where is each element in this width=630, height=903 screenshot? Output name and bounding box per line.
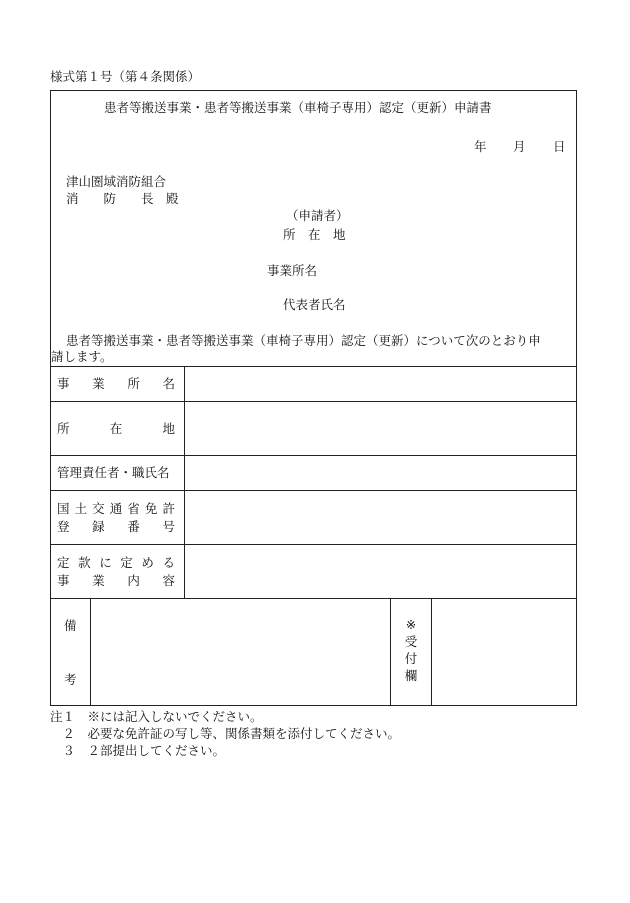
statement-line-2: 請します。 <box>51 349 113 364</box>
remarks-label-1: 備 <box>64 618 77 633</box>
statement-line-1: 患者等搬送事業・患者等搬送事業（車椅子専用）認定（更新）について次のとおり申 <box>66 333 541 348</box>
location-field[interactable] <box>185 402 576 454</box>
date-year-label: 年 <box>474 139 487 154</box>
addressee-organization: 津山圏域消防組合 <box>66 174 167 189</box>
office-name-field[interactable] <box>185 367 576 400</box>
row-label-office-name: 事 業 所 名 <box>57 376 175 391</box>
addressee-title: 消 防 長 殿 <box>66 191 179 206</box>
remarks-field[interactable] <box>91 599 389 705</box>
row-label-articles-line-2: 事 業 内 容 <box>57 573 175 588</box>
license-number-field[interactable] <box>185 491 576 543</box>
business-content-field[interactable] <box>185 545 576 597</box>
table-line <box>390 598 391 706</box>
row-label-license-line-2: 登 録 番 号 <box>57 519 175 534</box>
reception-char-2: 付 <box>404 650 418 666</box>
manager-field[interactable] <box>185 456 576 489</box>
reception-char-3: 欄 <box>404 667 418 683</box>
row-label-articles-line-1: 定款に定める <box>57 555 175 570</box>
applicant-representative-label: 代表者氏名 <box>283 297 346 312</box>
applicant-heading: （申請者） <box>286 208 349 223</box>
remarks-label-2: 考 <box>64 672 77 687</box>
row-label-manager: 管理責任者・職氏名 <box>57 465 170 480</box>
applicant-location-label: 所 在 地 <box>283 227 346 242</box>
applicant-office-name-label: 事業所名 <box>267 263 318 278</box>
form-title: 患者等搬送事業・患者等搬送事業（車椅子専用）認定（更新）申請書 <box>104 100 492 115</box>
reception-char-1: 受 <box>404 633 418 649</box>
note-1: 注１ ※には記入しないでください。 <box>50 709 263 724</box>
reception-mark: ※ <box>405 617 417 632</box>
note-3: ３ ２部提出してください。 <box>50 743 226 758</box>
date-day-label: 日 <box>553 139 566 154</box>
note-2: ２ 必要な免許証の写し等、関係書類を添付してください。 <box>50 726 401 741</box>
date-month-label: 月 <box>513 139 526 154</box>
row-label-license-line-1: 国土交通省免許 <box>57 501 175 516</box>
row-label-location: 所 在 地 <box>57 421 175 436</box>
reception-label <box>400 617 422 685</box>
reception-field <box>432 599 576 705</box>
form-number: 様式第１号（第４条関係） <box>50 69 201 84</box>
